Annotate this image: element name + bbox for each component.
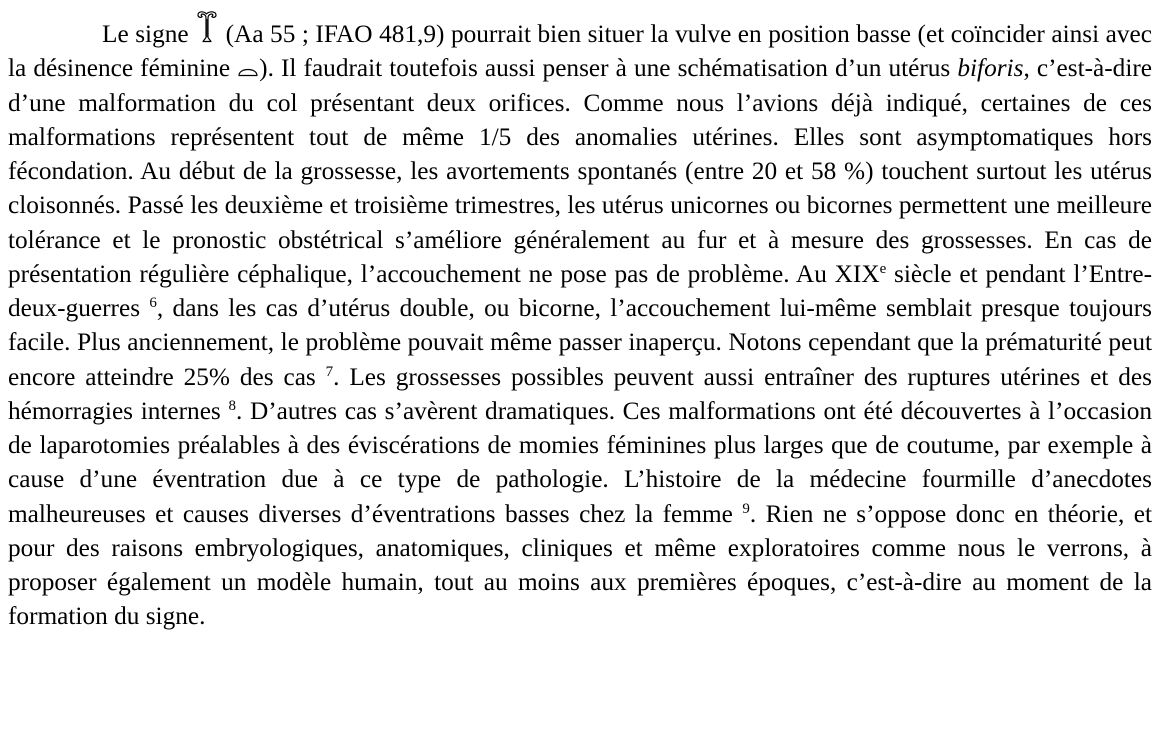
text-segment: ). Il faudrait toutefois aussi penser à une schématisation d’un utérus bbox=[259, 54, 951, 83]
footnote-ref-8[interactable]: 8 bbox=[228, 397, 236, 414]
text-segment: (Aa 55 ; IFAO 481,9) pourrait bien situer la vulve en position basse (et coïncider ainsi avec la désinence féminine bbox=[8, 20, 1152, 83]
text-segment: . Les grossesses possibles peuvent aussi entraîner des ruptures utérines et des hémorragies internes bbox=[8, 362, 1152, 425]
footnote-ref-7[interactable]: 7 bbox=[325, 363, 334, 380]
text-segment: . D’autres cas s’avèrent dramatiques. Ces malformations ont été découvertes à l’occasion de laparotomies préalables à des éviscérations de momies féminines plus larges que de coutume, par exemple à cause d’une éventration due à ce type de pathologie. L’histoire de la médecine fourmille d’anecdotes malheureuses et causes diverses d’éventrations basses chez la femme bbox=[8, 396, 1152, 528]
hieroglyph-x1-icon bbox=[237, 64, 259, 78]
hieroglyph-aa55-icon bbox=[195, 10, 219, 44]
italic-term: biforis bbox=[957, 54, 1024, 83]
text-segment: . Rien ne s’oppose donc en théorie, et pour des raisons embryologiques, anatomiques, cliniques et même exploratoires comme nous le verrons, à proposer également un modèle humain, tout au moins aux premières époques, c’est-à-dire au moment de la formation du signe. bbox=[8, 499, 1153, 631]
footnote-ref-6[interactable]: 6 bbox=[149, 295, 157, 311]
footnote-ref-9[interactable]: 9 bbox=[742, 500, 750, 517]
body-paragraph bbox=[8, 10, 1152, 634]
text-segment: , c’est-à-dire d’une malformation du col présentant deux orifices. Comme nous l’avions déjà indiqué, certaines de ces malformations représentent tout de même 1/5 des anomalies utérines. Elles sont asymptomatiques hors fécondation. Au début de la grossesse, les avortements spontanés (entre 20 et 58 %) touchent surtout les utérus cloisonnés. Passé les deuxième et troisième trimestres, les utérus unicornes ou bicornes permettent une meilleure tolérance et le pronostic obstétrical s’améliore généralement au fur et à mesure des grossesses. En cas de présentation régulière céphalique, l’accouchement ne pose pas de problème. Au XIX bbox=[8, 54, 1153, 288]
superscript-e: e bbox=[879, 260, 887, 277]
text-segment: , dans les cas d’utérus double, ou bicorne, l’accouchement lui-même semblait presque toujours facile. Plus anciennement, le problème pouvait même passer inaperçu. Notons cependant que la prématurité peut encore atteindre 25% des cas bbox=[8, 294, 1152, 391]
document-page bbox=[8, 10, 1152, 634]
text-segment: Le signe bbox=[102, 20, 189, 48]
text-segment: siècle et pendant l’Entre-deux-guerres bbox=[8, 259, 1152, 322]
